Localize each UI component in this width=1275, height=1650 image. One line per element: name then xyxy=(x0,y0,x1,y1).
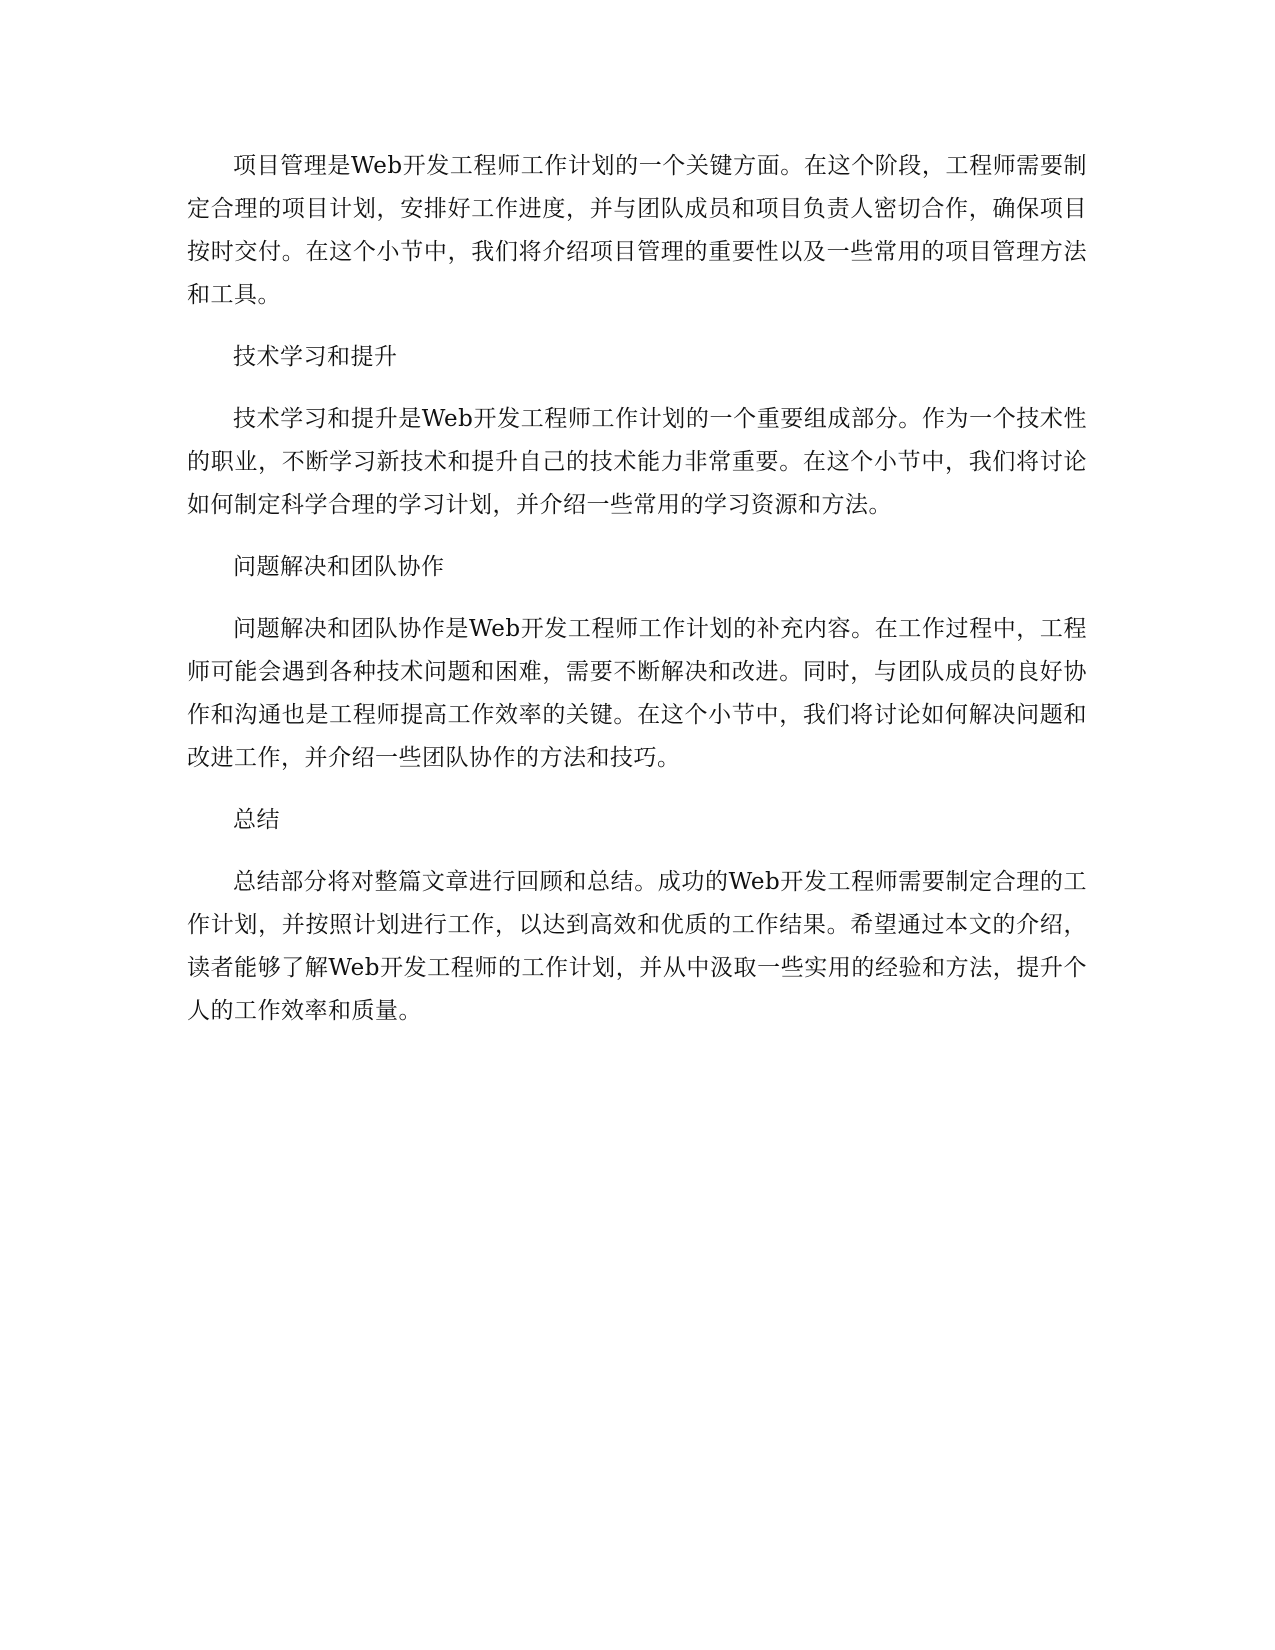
section-heading-tech-learning: 技术学习和提升 xyxy=(233,344,398,370)
paragraph-project-management: 项目管理是Web开发工程师工作计划的一个关键方面。在这个阶段，工程师需要制定合理的项目计划，安排好工作进度，并与团队成员和项目负责人密切合作，确保项目按时交付。在这个小节中，我们将介绍项目管理的重要性以及一些常用的项目管理方法和工具。 xyxy=(187,153,1087,308)
section-heading-summary: 总结 xyxy=(233,807,280,833)
paragraph-problem-solving: 问题解决和团队协作是Web开发工程师工作计划的补充内容。在工作过程中，工程师可能会遇到各种技术问题和困难，需要不断解决和改进。同时，与团队成员的良好协作和沟通也是工程师提高工作效率的关键。在这个小节中，我们将讨论如何解决问题和改进工作，并介绍一些团队协作的方法和技巧。 xyxy=(187,616,1087,771)
paragraph-summary: 总结部分将对整篇文章进行回顾和总结。成功的Web开发工程师需要制定合理的工作计划，并按照计划进行工作，以达到高效和优质的工作结果。希望通过本文的介绍，读者能够了解Web开发工程师的工作计划，并从中汲取一些实用的经验和方法，提升个人的工作效率和质量。 xyxy=(187,869,1087,1024)
document-body xyxy=(187,145,1087,1052)
paragraph-tech-learning: 技术学习和提升是Web开发工程师工作计划的一个重要组成部分。作为一个技术性的职业，不断学习新技术和提升自己的技术能力非常重要。在这个小节中，我们将讨论如何制定科学合理的学习计划，并介绍一些常用的学习资源和方法。 xyxy=(187,406,1087,518)
section-heading-problem-solving: 问题解决和团队协作 xyxy=(233,554,445,580)
